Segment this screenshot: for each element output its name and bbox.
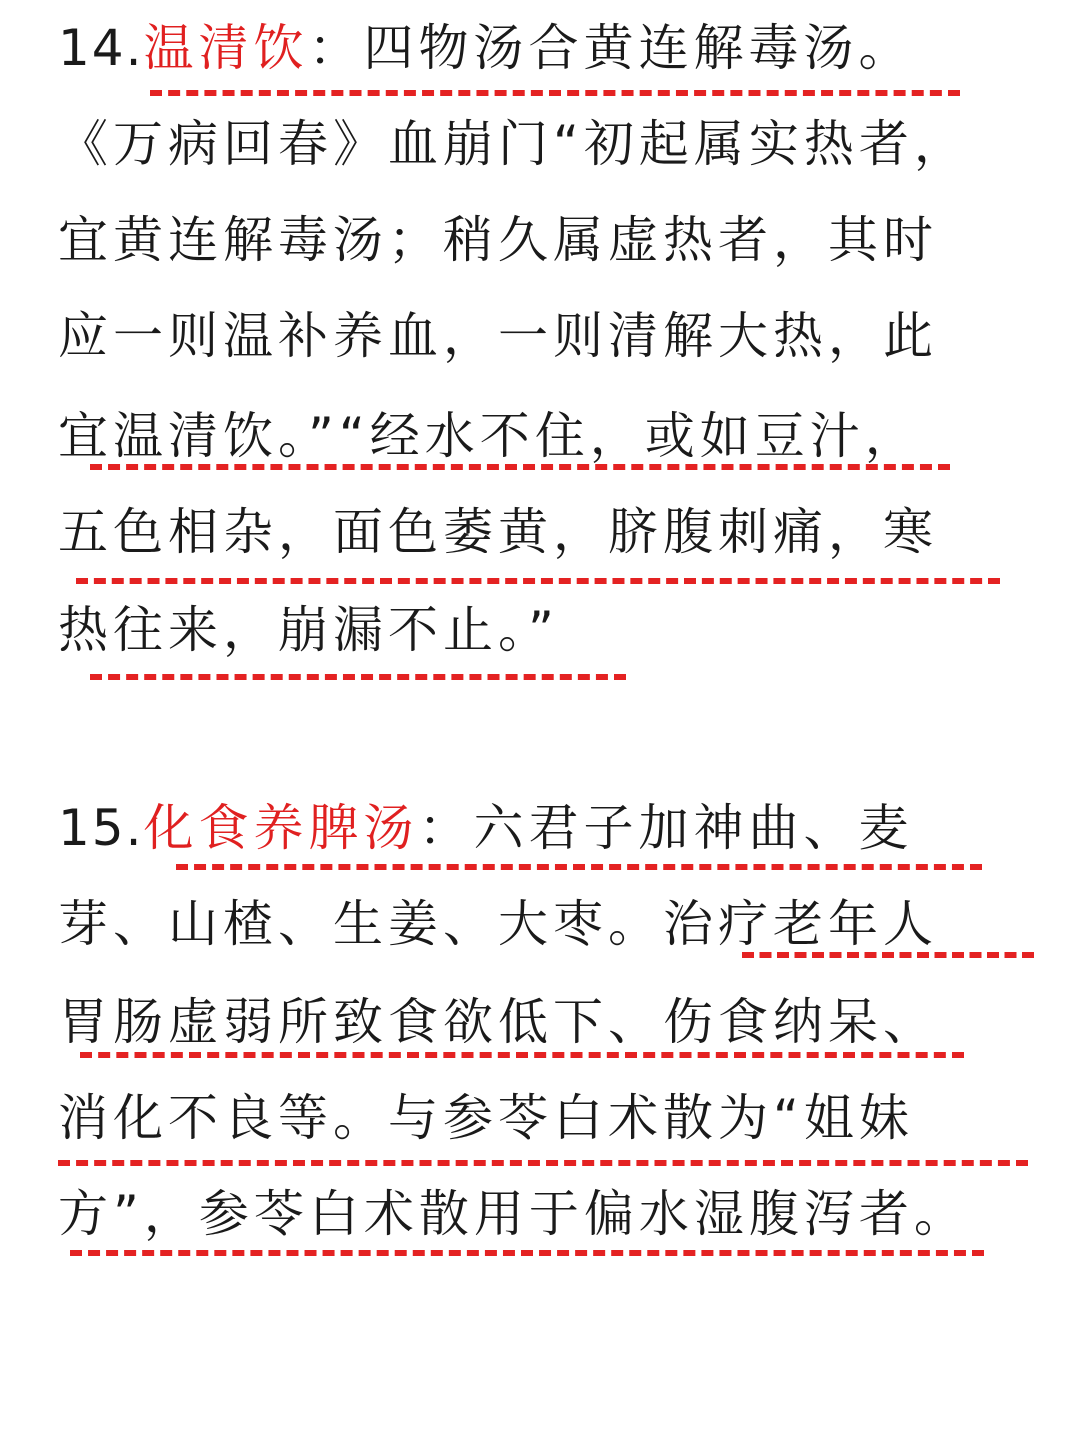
line-text: 五色相杂，面色萎黄，脐腹刺痛，寒	[58, 503, 938, 561]
entry-15-line-1	[58, 780, 914, 876]
line-text: 热往来，崩漏不止。”	[58, 601, 559, 659]
entry-14-line-7	[58, 582, 559, 678]
line-text: 应一则温补养血，一则清解大热，此	[58, 307, 938, 365]
line-text: ：六君子加神曲、麦	[418, 799, 914, 857]
entry-15-line-4	[58, 1070, 914, 1166]
entry-14-line-4	[58, 288, 938, 384]
line-text: 《万病回春》血崩门“初起属实热者，	[58, 115, 969, 173]
line-text: 胃肠虚弱所致食欲低下、伤食纳呆、	[58, 993, 938, 1051]
underline-dash	[70, 1250, 984, 1256]
entry-number: 14.	[58, 19, 144, 77]
entry-14-line-6	[58, 484, 938, 580]
underline-dash	[90, 674, 626, 680]
entry-14-line-3	[58, 192, 938, 288]
line-text: 方”，参苓白术散用于偏水湿腹泻者。	[58, 1185, 969, 1243]
line-text: 消化不良等。与参苓白术散为“姐妹	[58, 1089, 914, 1147]
line-text: ：四物汤合黄连解毒汤。	[308, 19, 914, 77]
entry-14-line-2	[58, 96, 969, 192]
underline-dash	[150, 90, 960, 96]
underline-dash	[58, 1160, 1028, 1166]
line-text: 宜黄连解毒汤；稍久属虚热者，其时	[58, 211, 938, 269]
entry-15-line-5	[58, 1166, 969, 1262]
formula-name: 温清饮	[143, 19, 309, 77]
entry-number: 15.	[58, 799, 144, 857]
underline-dash	[176, 864, 982, 870]
underline-dash	[76, 578, 1000, 584]
underline-dash	[80, 1052, 964, 1058]
line-text: 宜温清饮。”“经水不住，或如豆汁，	[58, 407, 920, 465]
underline-dash	[90, 464, 950, 470]
underline-dash	[742, 952, 1034, 958]
formula-name: 化食养脾汤	[143, 799, 419, 857]
line-text: 芽、山楂、生姜、大枣。治疗老年人	[58, 895, 938, 953]
entry-14-line-1	[58, 0, 914, 96]
